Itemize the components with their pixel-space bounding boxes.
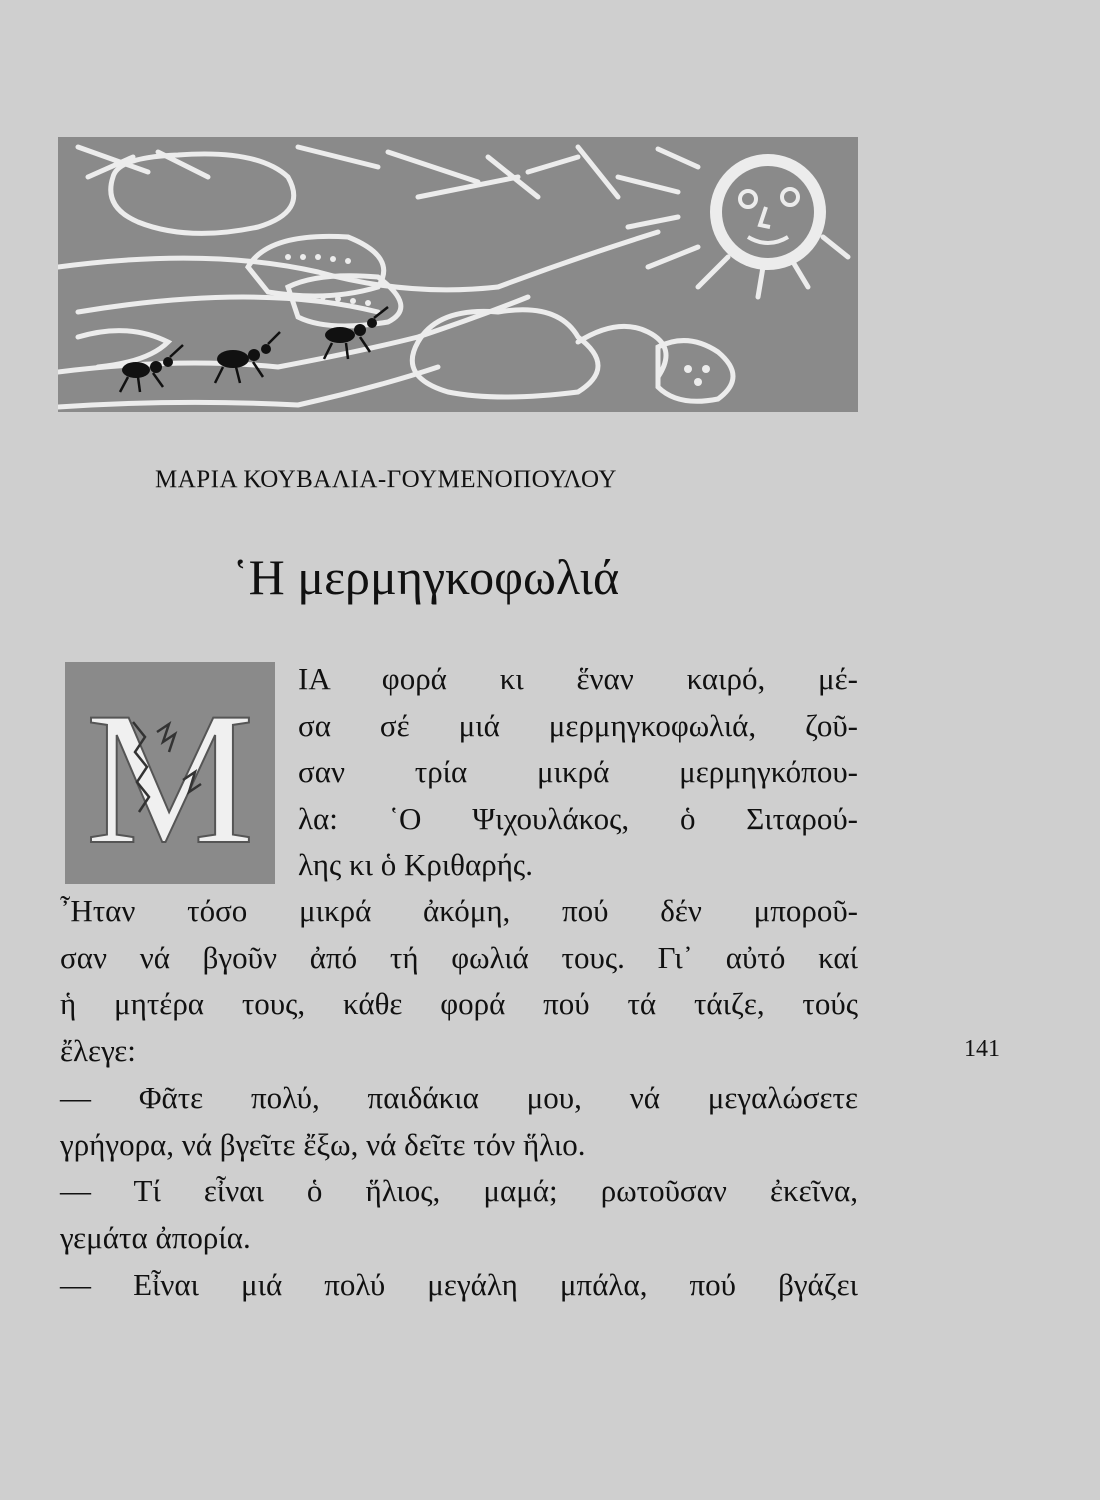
text-line: ἡ μητέρα τους, κάθε φορά πού τά τάιζε, τούς [60, 986, 858, 1022]
text-line: λης κι ὁ Κριθαρής. [298, 847, 533, 882]
text-line: σα σέ μιά μερμηγκοφωλιά, ζοῦ- [298, 707, 858, 743]
header-illustration [58, 137, 858, 412]
text-line: — Φᾶτε πολύ, παιδάκια μου, νά μεγαλώσετε [60, 1079, 858, 1115]
text-line: — Εἶναι μιά πολύ μεγάλη μπάλα, πού βγάζει [60, 1266, 858, 1302]
text-line: γεμάτα ἀπορία. [60, 1219, 251, 1255]
page-number: 141 [964, 1036, 1000, 1062]
drop-cap-letter [65, 662, 275, 884]
text-line: ἔλεγε: [60, 1033, 136, 1069]
drop-cap-glyph: M [85, 674, 255, 884]
opening-paragraph [298, 656, 858, 889]
text-line: γρήγορα, νά βγεῖτε ἔξω, νά δεῖτε τόν ἥλιο. [60, 1126, 586, 1162]
text-line: σαν τρία μικρά μερμηγκόπου- [298, 754, 858, 789]
text-line: ῏Ηταν τόσο μικρά ἀκόμη, πού δέν μποροῦ- [60, 893, 858, 928]
text-line: — Τί εἶναι ὁ ἥλιος, μαμά; ρωτοῦσαν ἐκεῖνα, [60, 1173, 858, 1209]
text-line: λα: ῾Ο Ψιχουλάκος, ὁ Σιταρού- [298, 800, 858, 836]
story-title: ῾Η μερμηγκοφωλιά [232, 549, 620, 605]
body-text [60, 888, 858, 1308]
text-line: ΙΑ φορά κι ἕναν καιρό, μέ- [298, 661, 858, 696]
text-line: σαν νά βγοῦν ἀπό τή φωλιά τους. Γι᾽ αὐτό καί [60, 939, 858, 975]
author-name: ΜΑΡΙΑ ΚΟΥΒΑΛΙΑ-ΓΟΥΜΕΝΟΠΟΥΛΟΥ [155, 466, 617, 493]
